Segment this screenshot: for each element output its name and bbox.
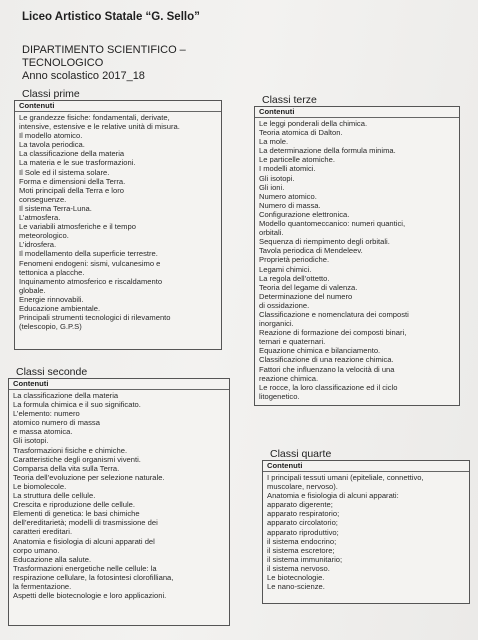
- list-item: reazione chimica.: [259, 373, 319, 383]
- list-item: Le biotecnologie.: [267, 573, 325, 583]
- list-item: La classificazione della materia: [19, 149, 125, 159]
- list-item: Le nano-scienze.: [267, 582, 325, 592]
- list-item: Fattori che influenzano la velocità di una: [259, 364, 395, 374]
- school-year: Anno scolastico 2017_18: [22, 70, 145, 82]
- list-item: Tavola periodica di Mendeleev.: [259, 246, 363, 256]
- list-item: e massa atomica.: [13, 427, 73, 437]
- list-item: Trasformazioni fisiche e chimiche.: [13, 445, 128, 455]
- list-item: Teoria del legame di valenza.: [259, 282, 358, 292]
- list-item: Le biomolecole.: [13, 481, 67, 491]
- list-item: Trasformazioni energetiche nelle cellule: la: [13, 563, 157, 573]
- list-item: La materia e le sue trasformazioni.: [19, 158, 136, 168]
- list-item: la fermentazione.: [13, 581, 72, 591]
- list-item: corpo umano.: [13, 545, 60, 555]
- list-item: il sistema escretore;: [267, 545, 335, 555]
- list-item: Caratteristiche degli organismi viventi.: [13, 454, 141, 464]
- box-heading-seconde: Contenuti: [9, 379, 229, 390]
- list-item: La determinazione della formula minima.: [259, 146, 396, 156]
- list-item: Principali strumenti tecnologici di rilevamento: [19, 313, 171, 323]
- box-heading-quarte: Contenuti: [263, 461, 469, 472]
- list-prime: [15, 112, 221, 331]
- list-item: Forma e dimensioni della Terra.: [19, 176, 126, 186]
- list-item: Energie rinnovabili.: [19, 294, 84, 304]
- list-quarte: [263, 472, 469, 591]
- list-item: dell’ereditarietà; modelli di trasmissione dei: [13, 518, 158, 528]
- list-item: Crescita e riproduzione delle cellule.: [13, 500, 135, 510]
- box-heading-prime: Contenuti: [15, 101, 221, 112]
- list-item: (telescopio, G.P.S): [19, 322, 82, 332]
- list-item: Elementi di genetica: le basi chimiche: [13, 509, 140, 519]
- box-quarte: [262, 460, 470, 604]
- list-item: inorganici.: [259, 319, 294, 329]
- list-item: L’idrosfera.: [19, 240, 57, 250]
- list-item: La tavola periodica.: [19, 140, 85, 150]
- list-item: Le leggi ponderali della chimica.: [259, 119, 368, 128]
- list-item: L’atmosfera.: [19, 213, 61, 223]
- list-item: Proprietà periodiche.: [259, 255, 330, 265]
- list-item: Le particelle atomiche.: [259, 155, 335, 165]
- list-item: atomico numero di massa: [13, 418, 100, 428]
- list-item: globale.: [19, 285, 46, 295]
- section-title-quarte: Classi quarte: [270, 448, 332, 460]
- list-item: apparato digerente;: [267, 500, 333, 510]
- list-item: il sistema nervoso.: [267, 563, 330, 573]
- list-item: Le variabili atmosferiche e il tempo: [19, 222, 136, 232]
- list-item: La classificazione della materia: [13, 391, 119, 400]
- box-prime: [14, 100, 222, 350]
- list-item: intensive, estensive e le relative unità di misura.: [19, 122, 180, 132]
- list-item: I modelli atomici.: [259, 164, 316, 174]
- list-item: La formula chimica e il suo significato.: [13, 400, 141, 410]
- list-item: Il modello atomico.: [19, 131, 83, 141]
- list-item: apparato circolatorio;: [267, 518, 338, 528]
- list-item: Il Sole ed il sistema solare.: [19, 167, 110, 177]
- list-item: Numero di massa.: [259, 200, 321, 210]
- list-item: meteorologico.: [19, 231, 69, 241]
- list-item: ternari e quaternari.: [259, 337, 326, 347]
- list-item: Educazione ambientale.: [19, 303, 101, 313]
- list-item: Teoria dell’evoluzione per selezione naturale.: [13, 472, 165, 482]
- list-item: Il sistema Terra-Luna.: [19, 203, 92, 213]
- list-item: La struttura delle cellule.: [13, 491, 96, 501]
- list-item: Le grandezze fisiche: fondamentali, derivate,: [19, 113, 170, 122]
- list-item: muscolare, nervoso).: [267, 482, 338, 492]
- list-item: Reazione di formazione dei composti binari,: [259, 328, 407, 338]
- list-item: Determinazione del numero: [259, 291, 353, 301]
- list-item: Configurazione elettronica.: [259, 209, 350, 219]
- list-item: di ossidazione.: [259, 300, 310, 310]
- list-item: Le rocce, la loro classificazione ed il ciclo: [259, 382, 398, 392]
- list-item: il sistema endocrino;: [267, 536, 337, 546]
- list-item: Comparsa della vita sulla Terra.: [13, 463, 120, 473]
- list-item: Aspetti delle biotecnologie e loro applicazioni.: [13, 591, 167, 601]
- list-item: apparato respiratorio;: [267, 509, 340, 519]
- list-item: Modello quantomeccanico: numeri quantici,: [259, 219, 406, 229]
- list-item: Moti principali della Terra e loro: [19, 185, 124, 195]
- list-item: Anatomia e fisiologia di alcuni apparati del: [13, 536, 155, 546]
- box-terze: [254, 106, 460, 406]
- list-item: Classificazione di una reazione chimica.: [259, 355, 394, 365]
- list-item: Equazione chimica e bilanciamento.: [259, 346, 381, 356]
- list-item: Gli ioni.: [259, 182, 285, 192]
- section-title-prime: Classi prime: [22, 88, 80, 100]
- list-item: Numero atomico.: [259, 191, 317, 201]
- list-item: apparato riproduttivo;: [267, 527, 339, 537]
- list-seconde: [9, 390, 229, 600]
- box-heading-terze: Contenuti: [255, 107, 459, 118]
- list-terze: [255, 118, 459, 401]
- list-item: Sequenza di riempimento degli orbitali.: [259, 237, 390, 247]
- school-name: Liceo Artistico Statale “G. Sello”: [22, 11, 200, 23]
- list-item: il sistema immunitario;: [267, 554, 343, 564]
- list-item: La mole.: [259, 137, 289, 147]
- list-item: litogenetico.: [259, 391, 300, 401]
- list-item: Il modellamento della superficie terrestre.: [19, 249, 158, 259]
- list-item: Gli isotopi.: [13, 436, 49, 446]
- list-item: Classificazione e nomenclatura dei composti: [259, 309, 409, 319]
- list-item: Gli isotopi.: [259, 173, 295, 183]
- box-seconde: [8, 378, 230, 626]
- section-title-terze: Classi terze: [262, 94, 317, 106]
- list-item: Teoria atomica di Dalton.: [259, 128, 343, 138]
- list-item: respirazione cellulare, la fotosintesi clorofilliana,: [13, 572, 174, 582]
- list-item: orbitali.: [259, 228, 284, 238]
- list-item: L’elemento: numero: [13, 409, 80, 419]
- list-item: Inquinamento atmosferico e riscaldamento: [19, 276, 163, 286]
- list-item: Educazione alla salute.: [13, 554, 92, 564]
- list-item: Anatomia e fisiologia di alcuni apparati:: [267, 491, 399, 501]
- section-title-seconde: Classi seconde: [16, 366, 88, 378]
- list-item: I principali tessuti umani (epiteliale, connettivo,: [267, 473, 424, 482]
- list-item: Legami chimici.: [259, 264, 312, 274]
- list-item: tettonica a placche.: [19, 267, 85, 277]
- list-item: La regola dell’ottetto.: [259, 273, 330, 283]
- list-item: Fenomeni endogeni: sismi, vulcanesimo e: [19, 258, 161, 268]
- list-item: conseguenze.: [19, 194, 67, 204]
- list-item: caratteri ereditari.: [13, 527, 73, 537]
- department-name: DIPARTIMENTO SCIENTIFICO – TECNOLOGICO: [22, 44, 186, 69]
